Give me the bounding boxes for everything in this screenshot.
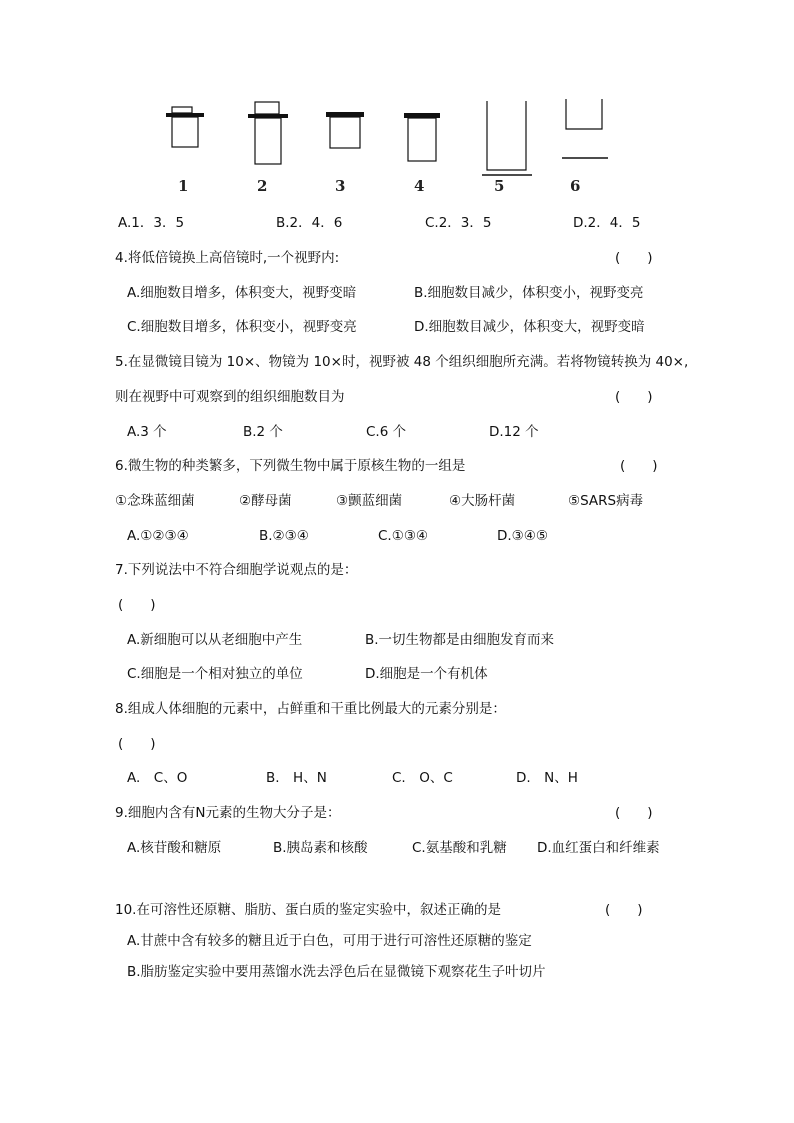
q7-option-c: C.细胞是一个相对独立的单位 [127,666,303,682]
q8-answer-blank: ( ) [118,736,156,752]
q6-item-4: ④大肠杆菌 [449,493,516,509]
q9-option-a: A.核苷酸和糖原 [127,840,222,856]
lens-3-objective-short [326,112,364,148]
q5-option-d: D.12 个 [489,424,539,440]
q4-answer-blank: ( ) [615,250,653,266]
lens-4-objective-long [404,113,440,161]
q6-item-2: ②酵母菌 [239,493,292,509]
q10-option-a: A.甘蔗中含有较多的糖且近于白色，可用于进行可溶性还原糖的鉴定 [127,933,532,949]
q8-option-a: A. C、O [127,770,188,786]
q8-option-b: B. H、N [266,770,327,786]
q5-stem-line2: 则在视野中可观察到的组织细胞数目为 [115,389,345,405]
q3-option-d: D.2．4．5 [573,215,641,231]
q9-option-c: C.氨基酸和乳糖 [412,840,507,856]
q9-stem: 9.细胞内含有N元素的生物大分子是： [115,805,341,821]
lens-1-eyepiece-short [166,107,204,147]
lens-label-2: 2 [257,177,268,195]
q7-option-b: B.一切生物都是由细胞发育而来 [365,632,555,648]
q7-stem: 7.下列说法中不符合细胞学说观点的是： [115,562,358,578]
q4-option-c: C.细胞数目增多，体积变小，视野变亮 [127,319,357,335]
q4-option-d: D.细胞数目减少，体积变大，视野变暗 [414,319,645,335]
q6-item-1: ①念珠蓝细菌 [115,493,195,509]
lens-label-3: 3 [335,177,346,195]
q3-option-a: A.1．3．5 [118,215,185,231]
q5-option-b: B.2 个 [243,424,283,440]
lens-2-eyepiece-long [248,102,288,164]
q10-answer-blank: ( ) [605,902,643,918]
q8-stem: 8.组成人体细胞的元素中，占鲜重和干重比例最大的元素分别是： [115,701,506,717]
q7-answer-blank: ( ) [118,597,156,613]
q5-answer-blank: ( ) [615,389,653,405]
q7-option-a: A.新细胞可以从老细胞中产生 [127,632,303,648]
q3-option-c: C.2．3．5 [425,215,492,231]
q10-option-b: B.脂肪鉴定实验中要用蒸馏水洗去浮色后在显微镜下观察花生子叶切片 [127,964,546,980]
lens-figure [160,95,620,200]
q5-option-c: C.6 个 [366,424,407,440]
lens-drawing [160,95,620,200]
q10-stem: 10.在可溶性还原糖、脂肪、蛋白质的鉴定实验中，叙述正确的是 [115,902,501,918]
lens-5-objective-tube-long [482,101,532,175]
q8-option-d: D. N、H [516,770,578,786]
q9-option-b: B.胰岛素和核酸 [273,840,368,856]
lens-label-4: 4 [414,177,425,195]
q4-stem: 4.将低倍镜换上高倍镜时,一个视野内: [115,250,340,266]
q5-option-a: A.3 个 [127,424,167,440]
q6-item-5: ⑤SARS病毒 [568,493,644,509]
q6-item-3: ③颤蓝细菌 [336,493,403,509]
q8-option-c: C. O、C [392,770,453,786]
q4-option-a: A.细胞数目增多，体积变大，视野变暗 [127,285,357,301]
q3-option-b: B.2．4．6 [276,215,343,231]
q4-option-b: B.细胞数目减少，体积变小，视野变亮 [414,285,644,301]
q9-option-d: D.血红蛋白和纤维素 [537,840,660,856]
q6-stem: 6.微生物的种类繁多，下列微生物中属于原核生物的一组是 [115,458,466,474]
lens-6-objective-tube-short [562,99,608,158]
q6-answer-blank: ( ) [620,458,658,474]
q5-stem-line1: 5.在显微镜目镜为 10×、物镜为 10×时，视野被 48 个组织细胞所充满。若将物镜转换为 40×, [115,354,689,370]
q9-answer-blank: ( ) [615,805,653,821]
lens-label-6: 6 [570,177,581,195]
q7-option-d: D.细胞是一个有机体 [365,666,488,682]
q6-option-d: D.③④⑤ [497,528,548,544]
q6-option-a: A.①②③④ [127,528,189,544]
q6-option-c: C.①③④ [378,528,429,544]
lens-label-1: 1 [178,177,189,195]
q6-option-b: B.②③④ [259,528,309,544]
lens-label-5: 5 [494,177,505,195]
